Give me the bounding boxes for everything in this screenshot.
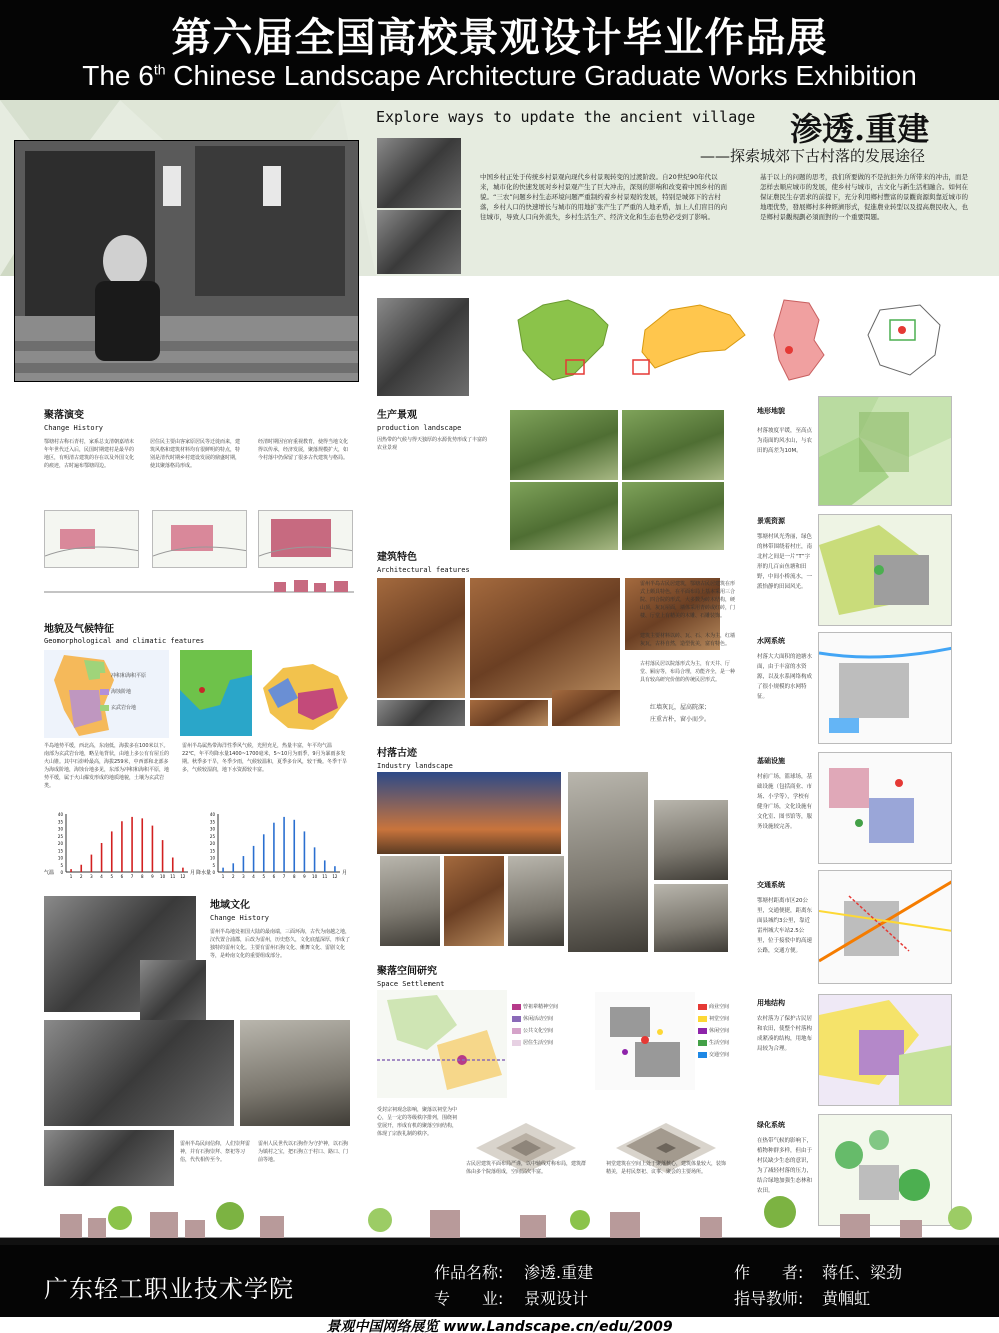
project-tagline: Explore ways to update the ancient village bbox=[376, 108, 756, 126]
landscape-resource-label: 景观资源 bbox=[757, 517, 785, 525]
settlement-3d-model-2 bbox=[606, 1108, 726, 1188]
landscape-resource-map-illustration bbox=[819, 515, 952, 626]
project-title: 渗透.重建 bbox=[790, 110, 930, 148]
settlement-3d-model-1 bbox=[466, 1108, 586, 1188]
space-legend-1 bbox=[698, 1003, 729, 1010]
china-map-illustration bbox=[508, 290, 618, 390]
intro-text-left: 中国乡村正处于传统乡村景观向现代乡村景观转变的过渡阶段。自20世纪90年代以来，城市化的快速发展对乡村景观产生了巨大冲击，深刻的影响和改变着中国乡村的面貌。“三农”问题乡村生态环境问题严重制约着乡村景观的发展，特别是城郊下的古村落，乡村人口的快速增长与城市的用地扩张产生了严重的人地矛盾，加上人们盲目的向往城市，导致人口向外流失，乡村生活生产、经济文化和生态也势必受到了影响。 bbox=[480, 173, 727, 221]
settlement-3d-model-1-illustration bbox=[466, 1108, 586, 1188]
china-climate-map bbox=[258, 658, 350, 736]
landuse-label: 用地结构 bbox=[757, 999, 785, 1007]
legend-swatch-spirit bbox=[512, 1004, 521, 1010]
intro-text-right: 基于以上的问题的思考，我们所要做的不是抗拒外力所带来的冲击，而是怎样去顺应城市的发展，使乡村与城市，古文化与新生活相融合。如何在保证農民生存需求的前提下，充分利用鄉村豐富的景觀資源與靠近城市的地理优势，發展鄉村多种經濟形式，促進農业转型以及提高農民收入，也是鄉村景觀規劃必須面對的一个重要問題。 bbox=[760, 173, 968, 221]
culture-photo-stone-dogs bbox=[240, 1020, 350, 1126]
culture-text-3: 雷州人民世代以石狗作为守护神，以石狗为镇村之宝，把石狗立于村口、路口、门前等地。 bbox=[258, 1141, 349, 1163]
settlement-plan-diagram bbox=[377, 990, 507, 1098]
settlement-legend-2 bbox=[512, 1015, 553, 1022]
legend-swatch-life bbox=[698, 1040, 707, 1046]
evolution-map-3-plan bbox=[259, 511, 353, 568]
y-tick-label: 5 bbox=[60, 862, 63, 868]
water-system-label: 水网系统 bbox=[757, 637, 785, 645]
regional-map bbox=[180, 650, 252, 736]
legend-swatch-terrace bbox=[100, 689, 109, 695]
legend-swatch-living bbox=[512, 1040, 521, 1046]
architecture-subtitle: Architectural features bbox=[377, 566, 470, 574]
x-tick-label: 2 bbox=[79, 874, 83, 879]
legend-label-leisure: 休闲活动空间 bbox=[523, 1016, 554, 1022]
y-tick-label: 40 bbox=[209, 812, 215, 817]
terrain-label: 地形地貌 bbox=[757, 407, 785, 415]
x-tick-label: 4 bbox=[100, 874, 103, 879]
legend-swatch-public bbox=[512, 1028, 521, 1034]
advisor-value: 黄帼虹 bbox=[822, 1289, 871, 1308]
x-tick-label: 2 bbox=[231, 874, 235, 879]
architecture-text-3: 古村落民居以院落形式为主，有天井、厅堂、厢房等，布局合理，功能齐全，是一种具有较高研究价值的传统民居形式。 bbox=[640, 661, 736, 683]
legend-label-public: 公共文化空间 bbox=[523, 1028, 554, 1034]
production-title: 生产景观 bbox=[377, 410, 417, 421]
major-value: 景观设计 bbox=[524, 1289, 589, 1308]
architecture-quote-1: 红墙灰瓦，屋高院深； bbox=[650, 704, 711, 711]
exhibition-site-url[interactable]: 景观中国网络展览 www.Landscape.cn/edu/2009 bbox=[326, 1319, 673, 1333]
x-tick-label: 11 bbox=[170, 874, 176, 879]
landscape-resource-text: 鄂塘村风光秀丽，绿色的林带围绕着村庄，南北村之间是一片“T”字形的几百亩鱼塘和田野，中间小桥流水，一派怡静的田园风光。 bbox=[757, 534, 813, 590]
settlement-text-1: 受封宗祠观念影响，聚落以祠堂为中心，呈一定的等级秩序排列，围绕祠堂展开，形成有机的聚落空间结构，体现了宗族礼制的秩序。 bbox=[377, 1107, 458, 1137]
legend-label-living: 居住生活空间 bbox=[523, 1040, 554, 1046]
legend-label-transport: 交通空间 bbox=[709, 1052, 730, 1058]
geo-legend-2 bbox=[100, 688, 131, 695]
settlement-3d-model-2-illustration bbox=[606, 1108, 726, 1188]
county-map bbox=[860, 295, 950, 383]
x-tick-label: 9 bbox=[303, 874, 306, 879]
legend-label-commerce: 商业空间 bbox=[709, 1004, 730, 1010]
evolution-subtitle: Change History bbox=[44, 424, 104, 432]
relic-photo-shrine bbox=[380, 856, 440, 946]
y-tick-label: 35 bbox=[209, 819, 215, 825]
legend-label-life: 生活空间 bbox=[709, 1040, 730, 1046]
y-tick-label: 40 bbox=[57, 812, 63, 817]
x-tick-label: 5 bbox=[262, 874, 266, 879]
y-tick-label: 20 bbox=[209, 841, 215, 846]
y-tick-label: 15 bbox=[209, 848, 215, 854]
y-tick-label: 0 bbox=[212, 870, 215, 875]
village-skyline bbox=[0, 1190, 999, 1245]
village-photo-1 bbox=[377, 138, 461, 208]
hero-photo-illustration bbox=[15, 141, 359, 382]
settlement-text-2: 古民居建筑平面布局严谨，以中轴线对称布局，建筑群体由多个院落组成，空间层次丰富。 bbox=[466, 1161, 587, 1175]
y-axis-label: 降水量 bbox=[196, 870, 212, 876]
legend-swatch-rest bbox=[698, 1028, 707, 1034]
greenery-text: 在热带气候的影响下，植物种群多样，但由于村民缺少生态的意识，为了减轻村落的压力，结合绿地加强生态林和农田。 bbox=[757, 1138, 813, 1194]
settlement-text-3: 祠堂建筑在空间上处于聚落核心，建筑体量较大，装饰精美，是村民祭祀、议事、聚会的主要场所。 bbox=[606, 1161, 727, 1175]
x-tick-label: 8 bbox=[140, 874, 144, 879]
guangdong-map-illustration bbox=[630, 290, 750, 385]
infrastructure-map-illustration bbox=[819, 753, 952, 864]
y-tick-label: 20 bbox=[57, 841, 63, 846]
y-tick-label: 25 bbox=[209, 833, 215, 839]
y-tick-label: 0 bbox=[60, 870, 63, 875]
x-axis-label: 月 bbox=[190, 870, 196, 876]
legend-label-terrace: 海蚀阶地 bbox=[111, 689, 132, 695]
production-photo-field bbox=[510, 410, 618, 480]
precipitation-chart bbox=[196, 810, 366, 882]
x-tick-label: 3 bbox=[90, 874, 93, 879]
legend-label-rest: 休闲空间 bbox=[709, 1028, 730, 1034]
relic-photo-ancestral-hall bbox=[654, 800, 728, 880]
x-tick-label: 7 bbox=[130, 874, 134, 879]
landuse-text: 农村落为了保护古民居和农田，使整个村落构成紧凑的结构，用地布局较为合理。 bbox=[757, 1016, 813, 1052]
village-relics-subtitle: Industry landscape bbox=[377, 762, 453, 770]
space-legend-3 bbox=[698, 1027, 729, 1034]
china-climate-map-illustration bbox=[258, 658, 350, 736]
culture-text-2: 雷州半岛民间信仰，人们崇拜雷神，并有石狗崇拜、祭祀等习俗，代代相传至今。 bbox=[180, 1141, 251, 1163]
x-tick-label: 12 bbox=[180, 874, 186, 879]
space-legend-5 bbox=[698, 1051, 729, 1058]
legend-swatch-hall bbox=[698, 1016, 707, 1022]
x-tick-label: 7 bbox=[282, 874, 286, 879]
architecture-quote-2: 庄重古朴，窗小而少。 bbox=[650, 716, 711, 723]
infrastructure-text: 村前广场，篮球场，基础设施（包括商业、市场、小学等），学校有健身广场，文化设施有文化室、图书馆等，服务设施较完善。 bbox=[757, 774, 813, 830]
evolution-map-2-plan bbox=[153, 511, 247, 568]
hero-photo-elder bbox=[14, 140, 359, 382]
x-tick-label: 10 bbox=[160, 874, 166, 879]
settlement-subtitle: Space Settlement bbox=[377, 980, 445, 988]
greenery-label: 绿化系统 bbox=[757, 1121, 785, 1129]
production-text: 因热带的气候与得天独厚的水源优势形成了丰富的农业景观 bbox=[377, 437, 488, 451]
exhibition-title-cn: 第六届全国高校景观设计毕业作品展 bbox=[171, 15, 828, 61]
evolution-section-elevation bbox=[44, 574, 354, 596]
evolution-map-1 bbox=[44, 510, 139, 568]
legend-label-plain: 冲积和海积平原 bbox=[111, 673, 147, 679]
culture-photo-dance bbox=[44, 1130, 174, 1186]
advisor-label: 指导教师: bbox=[734, 1289, 804, 1308]
culture-photo-children bbox=[44, 1020, 234, 1126]
culture-text-1: 雷州半岛地处祖国大陆的最南端，三面环海，古代为南越之地，汉代置合浦郡，后改为雷州，历史悠久，文化底蕴深厚，形成了独特的雷州文化。主要有雷州石狗文化、傩舞文化、雷剧文化等，是岭南文化的重要组成部分。 bbox=[210, 929, 351, 959]
culture-title: 地域文化 bbox=[210, 900, 250, 911]
x-tick-label: 9 bbox=[151, 874, 154, 879]
school-name: 广东轻工职业技术学院 bbox=[44, 1275, 294, 1303]
culture-subtitle: Change History bbox=[210, 914, 270, 922]
infrastructure-map bbox=[818, 752, 952, 864]
architecture-photo-hall bbox=[377, 700, 465, 726]
legend-swatch-leisure bbox=[512, 1016, 521, 1022]
architecture-photo-courtyard bbox=[470, 578, 620, 698]
geo-legend-3 bbox=[100, 704, 136, 711]
relic-photo-watchtower bbox=[568, 772, 648, 952]
production-subtitle: production landscape bbox=[377, 424, 462, 432]
geo-text-1: 半岛地势平缓，西北高，东南低，海拔多在100米以下。南部为玄武岩台地，略呈龟背状，由地上多公有有屋丘的火山锥。其中石峁岭最高，海拔259米，中西部和北部多为海成阶地，海蚀台地多见，东部为冲积和海积平原，地势平缓，属于火山爆发形成的地质地貌，土壤为玄武岩类。 bbox=[44, 743, 170, 789]
legend-swatch-plain bbox=[100, 673, 109, 679]
author-label: 作 者: bbox=[734, 1263, 804, 1282]
production-photo-paddy bbox=[510, 482, 618, 550]
water-system-map-illustration bbox=[819, 633, 952, 744]
x-tick-label: 4 bbox=[252, 874, 255, 879]
settlement-plan-illustration bbox=[377, 990, 507, 1098]
y-tick-label: 5 bbox=[212, 862, 215, 868]
x-tick-label: 6 bbox=[120, 874, 124, 879]
settlement-space-map-illustration bbox=[595, 992, 695, 1090]
x-axis-label: 月 bbox=[342, 870, 348, 876]
settlement-legend-4 bbox=[512, 1039, 553, 1046]
evolution-text-3: 经清时期因官府重视教育，使得当地文化得以传承，经济发展，聚落规模扩大，如今村落中仍保留了很多古代建筑与格局。 bbox=[258, 439, 349, 461]
water-system-map bbox=[818, 632, 952, 744]
relic-photo-gateway bbox=[444, 856, 504, 946]
x-tick-label: 10 bbox=[312, 874, 318, 879]
county-map-illustration bbox=[860, 295, 950, 383]
project-subtitle: ——探索城郊下古村落的发展途径 bbox=[700, 147, 926, 165]
y-tick-label: 10 bbox=[209, 855, 215, 861]
architecture-photo-door bbox=[552, 690, 620, 726]
y-tick-label: 25 bbox=[57, 833, 63, 839]
geo-text-2: 雷州半岛属热带海洋性季风气候，光照充足，热量丰富，年平均气温22℃，年平均降水量1400~1700毫米，5~10月为雨季，9月为暴雨多发期。秋季多干旱，冬季少雨，气候较温和，夏季多台风，较干燥。冬季干旱多，气候较湿润，地下水资源较丰富。 bbox=[182, 743, 348, 773]
settlement-space-map bbox=[595, 992, 695, 1090]
terrain-map bbox=[818, 396, 952, 506]
geo-legend-1 bbox=[100, 672, 146, 679]
architecture-photo-interior bbox=[470, 700, 548, 726]
x-tick-label: 1 bbox=[221, 874, 225, 879]
space-legend-2 bbox=[698, 1015, 729, 1022]
water-system-text: 村落大大面积的池塘水面，由于丰富的水资源，以及水系网络构成了很小规模的水网特征。 bbox=[757, 654, 813, 700]
x-tick-label: 11 bbox=[322, 874, 328, 879]
x-tick-label: 1 bbox=[69, 874, 73, 879]
traffic-text: 鄂塘村距离市区20公里，交通便捷，距离东面县城约3公里，靠近雷州城大车站2.5公里，位于接驳中的高速公路，交通方便。 bbox=[757, 898, 813, 954]
work-name-label: 作品名称: bbox=[434, 1263, 504, 1282]
x-tick-label: 12 bbox=[332, 874, 338, 879]
architecture-text-2: 建筑主要材料以砖、瓦、石、木为主，红墙灰瓦，古朴自然，造型优美，富有特色。 bbox=[640, 633, 736, 647]
traffic-label: 交通系统 bbox=[757, 881, 785, 889]
legend-swatch-commerce bbox=[698, 1004, 707, 1010]
legend-swatch-transport bbox=[698, 1052, 707, 1058]
evolution-map-1-plan bbox=[45, 511, 139, 568]
relic-photo-tree-sunset bbox=[377, 772, 561, 854]
evolution-map-2 bbox=[152, 510, 247, 568]
zhanjiang-map-illustration bbox=[764, 295, 839, 385]
production-photo-crops bbox=[622, 410, 724, 480]
architecture-photo-alley bbox=[377, 578, 465, 698]
china-map bbox=[508, 290, 618, 390]
settlement-title: 聚落空间研究 bbox=[377, 966, 437, 977]
x-tick-label: 5 bbox=[110, 874, 114, 879]
author-value: 蒋任、梁劲 bbox=[822, 1263, 903, 1282]
legend-label-hall: 祠堂空间 bbox=[709, 1016, 730, 1022]
evolution-text-2: 居住民主要由客家原居民等迁徙而来，建筑风格和建筑材料均有很鲜明的特点，特别是清代时期乡村建设发展的鼎盛时期，使其聚落格局形成。 bbox=[150, 439, 241, 469]
legend-swatch-basalt bbox=[100, 705, 109, 711]
y-tick-label: 15 bbox=[57, 848, 63, 854]
legend-label-basalt: 玄武岩台地 bbox=[111, 705, 137, 711]
work-name-value: 渗透.重建 bbox=[524, 1263, 594, 1282]
x-tick-label: 6 bbox=[272, 874, 276, 879]
y-tick-label: 30 bbox=[57, 826, 63, 832]
settlement-legend-3 bbox=[512, 1027, 553, 1034]
geo-title: 地貌及气候特征 bbox=[44, 624, 114, 635]
y-tick-label: 35 bbox=[57, 819, 63, 825]
architecture-title: 建筑特色 bbox=[377, 552, 417, 563]
settlement-legend-1 bbox=[512, 1003, 558, 1010]
zhanjiang-map bbox=[764, 295, 839, 385]
y-tick-label: 30 bbox=[209, 826, 215, 832]
landuse-map bbox=[818, 994, 952, 1106]
terrain-map-illustration bbox=[819, 397, 952, 506]
legend-label-spirit: 曾祖辈精神空间 bbox=[523, 1004, 559, 1010]
guangdong-map bbox=[630, 290, 750, 385]
terrain-text: 村落坡度平缓，至高点为南面的风水山，与农田的高差为10M。 bbox=[757, 428, 813, 454]
evolution-text-1: 鄂塘村古称石青村，家系总支清朝嘉靖末年年世代迁入后，民国时期建村是最早的地区，有明清古建筑的存在以及外国文化的痕迹，古时遍布鄂塘周边。 bbox=[44, 439, 135, 469]
major-label: 专 业: bbox=[434, 1289, 504, 1308]
infrastructure-label: 基础设施 bbox=[757, 757, 785, 765]
production-photo-sugarcane bbox=[622, 482, 724, 550]
x-tick-label: 3 bbox=[242, 874, 245, 879]
space-legend-4 bbox=[698, 1039, 729, 1046]
landscape-resource-map bbox=[818, 514, 952, 626]
temperature-chart bbox=[44, 810, 214, 882]
traffic-map bbox=[818, 870, 952, 984]
geo-subtitle: Geomorphological and climatic features bbox=[44, 637, 205, 645]
y-axis-label: 气温 bbox=[44, 870, 55, 876]
relic-photo-street bbox=[654, 884, 728, 952]
evolution-map-3 bbox=[258, 510, 353, 568]
architecture-text-1: 雷州半岛古民居建筑，鄂塘古民居建筑在形式上颇具特色，在平面布局上基本采用三合院、四合院的形式，大多数为砖木结构，硬山顶，灰瓦屋面，墙体采用青砖或红砖，门楼、厅堂上有精美的木雕、石雕装饰。 bbox=[640, 581, 736, 619]
x-tick-label: 8 bbox=[292, 874, 296, 879]
traffic-map-illustration bbox=[819, 871, 952, 984]
evolution-title: 聚落演变 bbox=[44, 410, 84, 421]
village-relics-title: 村落古迹 bbox=[377, 748, 417, 759]
regional-map-illustration bbox=[180, 650, 252, 736]
village-photo-3 bbox=[377, 298, 469, 396]
exhibition-title-en: The 6th Chinese Landscape Architecture Graduate Works Exhibition bbox=[82, 60, 917, 91]
village-photo-2 bbox=[377, 210, 461, 274]
landuse-map-illustration bbox=[819, 995, 952, 1106]
relic-photo-old-house bbox=[508, 856, 564, 946]
y-tick-label: 10 bbox=[57, 855, 63, 861]
